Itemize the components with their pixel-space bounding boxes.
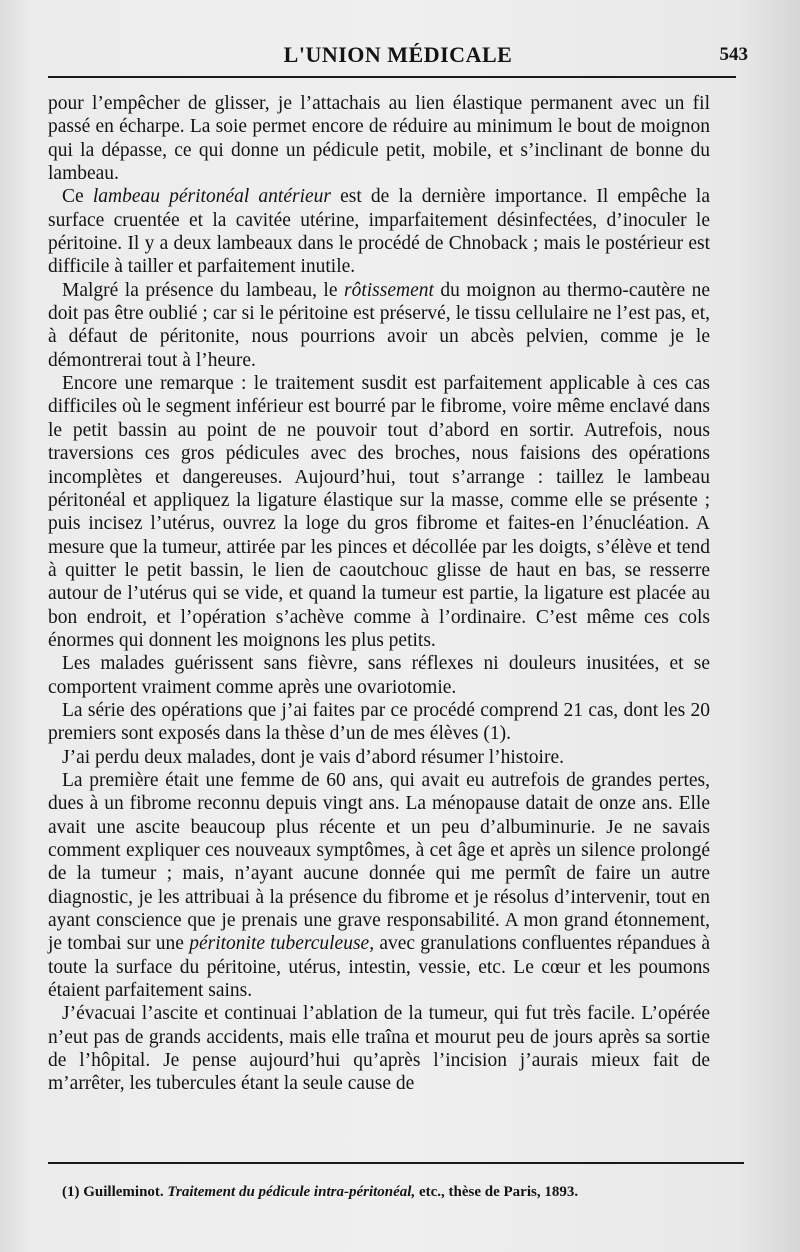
header-rule [48, 76, 736, 78]
body-text [48, 92, 710, 1096]
paragraph-3: Malgré la présence du lambeau, le rôtissement du moignon au thermo-cautère ne doit pas être oublié ; car si le péritoine est préservé, le tissu cellulaire ne l’est pas, et, à défaut de péritonite, nous pourrions avoir un abcès pelvien, comme je le démontrerai tout à l’heure. [48, 279, 710, 371]
running-head [48, 42, 748, 76]
paragraph-6: La série des opérations que j’ai faites par ce procédé comprend 21 cas, dont les 20 premiers sont exposés dans la thèse d’un de mes élèves (1). [48, 699, 710, 745]
footnote-title: Traitement du pédicule intra-péritonéal, [167, 1184, 416, 1200]
paragraph-9: J’évacuai l’ascite et continuai l’ablation de la tumeur, qui fut très facile. L’opérée n’eut pas de grands accidents, mais elle traîna et mourut peu de jours après sa sortie de l’hôpital. Je pense aujourd’hui qu’après l’incision j’aurais mieux fait de m’arrêter, les tubercules étant la seule cause de [48, 1003, 710, 1095]
running-title: L'UNION MÉDICALE [283, 42, 513, 67]
italic-term: lambeau péritonéal antérieur [92, 186, 331, 208]
italic-term: rôtissement [344, 279, 434, 301]
paragraph-4: Encore une remarque : le traitement susdit est parfaitement applicable à ces cas difficiles où le segment inférieur est bourré par le fibrome, voire même enclavé dans le petit bassin au point de ne pouvoir tout d’abord en sortir. Autrefois, nous traversions ces gros pédicules avec des broches, nous faisions des opérations incomplètes et dangereuses. Aujourd’hui, tout s’arrange : taillez le lambeau péritonéal et appliquez la ligature élastique sur la masse, comme elle se présente ; puis incisez l’utérus, ouvrez la loge du gros fibrome et faites-en l’énucléation. A mesure que la tumeur, attirée par les pinces et décollée par les doigts, s’élève et tend à quitter le petit bassin, le lien de caoutchouc glisse de haut en bas, se resserre autour de l’utérus qui se vide, et quand la tumeur est partie, la ligature est placée au bon endroit, et l’opération s’achève comme à l’ordinaire. C’est même ces cols énormes qui donnent les moignons les plus petits. [48, 373, 710, 651]
page-number: 543 [719, 44, 748, 65]
footnote: (1) Guilleminot. Traitement du pédicule intra-péritonéal, etc., thèse de Paris, 1893. [62, 1184, 579, 1200]
paragraph-8: La première était une femme de 60 ans, qui avait eu autrefois de grandes pertes, dues à un fibrome reconnu depuis vingt ans. La ménopause datait de onze ans. Elle avait une ascite beaucoup plus récente et un peu d’albuminurie. Je ne savais comment expliquer ces nouveaux symptômes, à cet âge et après un silence prolongé de la tumeur ; mais, n’ayant aucune donnée qui me permît de faire un autre diagnostic, je les attribuai à la présence du fibrome et je résolus d’intervenir, tout en ayant conscience que je prenais une grave responsabilité. A mon grand étonnement, je tombai sur une péritonite tuberculeuse, avec granulations confluentes répandues à toute la surface du péritoine, utérus, intestin, vessie, etc. Le cœur et les poumons étaient parfaitement sains. [48, 769, 711, 1002]
italic-term: péritonite tuberculeuse, [189, 933, 375, 955]
paragraph-5: Les malades guérissent sans fièvre, sans réflexes ni douleurs inusitées, et se comportent vraiment comme après une ovariotomie. [48, 653, 710, 698]
paragraph-1: pour l’empêcher de glisser, je l’attachais au lien élastique permanent avec un fil passé en écharpe. La soie permet encore de réduire au minimum le bout de moignon qui la dépasse, ce qui donne un pédicule petit, mobile, et s’inclinant de bonne du lambeau. [48, 93, 710, 185]
paragraph-7: J’ai perdu deux malades, dont je vais d’abord résumer l’histoire. [62, 746, 564, 768]
footnote-rule [48, 1162, 744, 1164]
paragraph-2: Ce lambeau péritonéal antérieur est de la dernière importance. Il empêche la surface cruentée et la cavitée utérine, imparfaitement désinfectées, d’inoculer le péritoine. Il y a deux lambeaux dans le procédé de Chnoback ; mais le postérieur est difficile à tailler et parfaitement inutile. [48, 186, 710, 278]
